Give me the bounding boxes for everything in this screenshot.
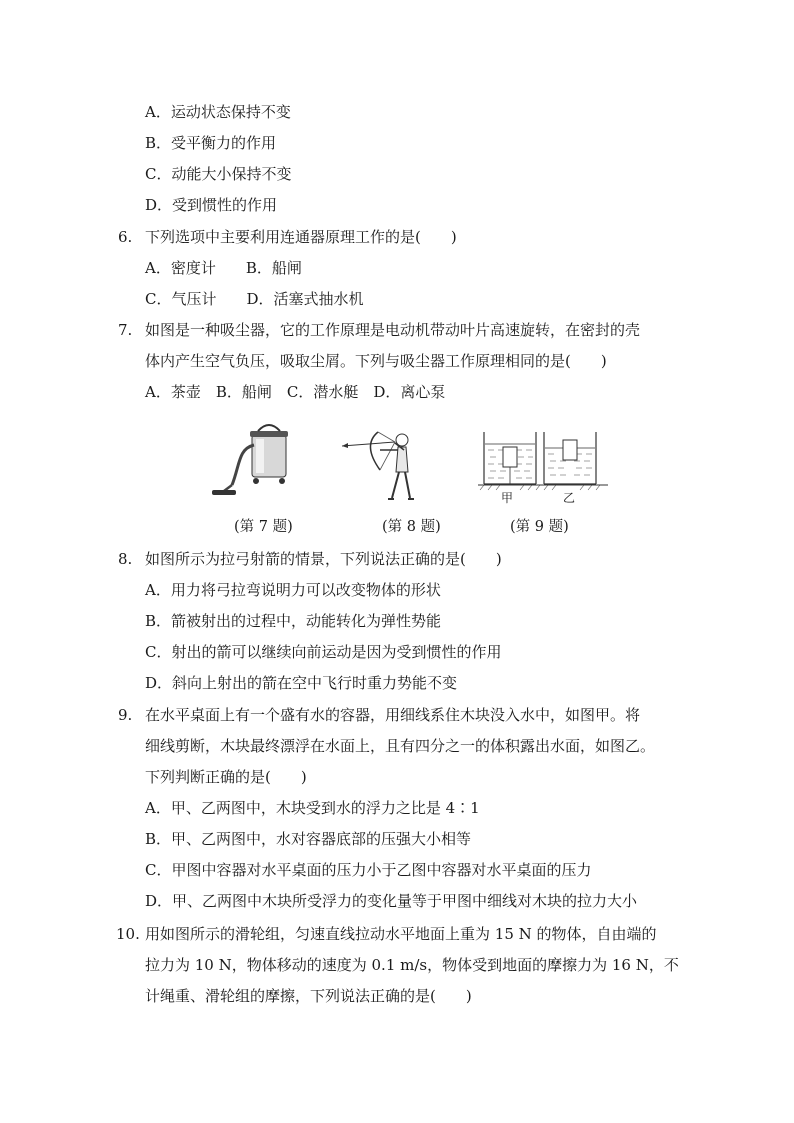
archer-figure [340,430,420,505]
q7-stem-line1: 如图是一种吸尘器，它的工作原理是电动机带动叶片高速旋转，在密封的壳 [145,321,641,339]
q9-stem-line2: 细线剪断，木块最终漂浮在水面上，且有四分之一的体积露出水面，如图乙。 [145,737,656,755]
q9-option-d: D．甲、乙两图中木块所受浮力的变化量等于甲图中细线对木块的拉力大小 [145,892,638,910]
q5-option-a: A．运动状态保持不变 [145,103,291,121]
q6-number: 6. [118,228,133,246]
q6-options-row1: A．密度计 B．船闸 [145,259,302,277]
q9-option-b: B．甲、乙两图中，水对容器底部的压强大小相等 [145,830,472,848]
q5-option-c: C．动能大小保持不变 [145,165,292,183]
q9-stem-line1: 在水平桌面上有一个盛有水的容器，用细线系住木块没入水中，如图甲。将 [145,706,641,724]
q7-number: 7. [118,321,133,339]
figure-caption-9: (第 9 题) [510,519,569,535]
q5-option-b: B．受平衡力的作用 [145,134,277,152]
q8-number: 8. [118,550,133,568]
q10-stem-line1: 用如图所示的滑轮组，匀速直线拉动水平地面上重为 15 N 的物体，自由端的 [145,925,657,943]
q10-number: 10. [116,925,140,943]
q9-stem-line3: 下列判断正确的是( ) [145,768,307,786]
vacuum-cleaner-figure [210,415,300,500]
q8-option-b: B．箭被射出的过程中，动能转化为弹性势能 [145,612,442,630]
q9-option-c: C．甲图中容器对水平桌面的压力小于乙图中容器对水平桌面的压力 [145,861,592,879]
q9-option-a: A．甲、乙两图中，木块受到水的浮力之比是 4∶1 [145,799,480,817]
figure-caption-7: (第 7 题) [234,519,293,535]
q5-option-d: D．受到惯性的作用 [145,196,278,214]
q7-options: A．茶壶 B．船闸 C．潜水艇 D．离心泵 [145,383,446,401]
q8-option-d: D．斜向上射出的箭在空中飞行时重力势能不变 [145,674,458,692]
containers-figure [478,430,608,490]
q7-stem-line2: 体内产生空气负压，吸取尘屑。下列与吸尘器工作原理相同的是( ) [145,352,607,370]
q10-stem-line3: 计绳重、滑轮组的摩擦，下列说法正确的是( ) [145,987,472,1005]
figure-label-yi: 乙 [563,491,576,505]
q8-option-c: C．射出的箭可以继续向前运动是因为受到惯性的作用 [145,643,502,661]
q8-option-a: A．用力将弓拉弯说明力可以改变物体的形状 [145,581,441,599]
figure-caption-8: (第 8 题) [382,519,441,535]
q6-stem: 下列选项中主要利用连通器原理工作的是( ) [145,228,457,246]
q10-stem-line2: 拉力为 10 N，物体移动的速度为 0.1 m/s，物体受到地面的摩擦力为 16 N，不 [145,956,679,974]
q8-stem: 如图所示为拉弓射箭的情景，下列说法正确的是( ) [145,550,502,568]
figure-label-jia: 甲 [501,491,514,505]
q9-number: 9. [118,706,133,724]
q6-options-row2: C．气压计 D．活塞式抽水机 [145,290,364,308]
